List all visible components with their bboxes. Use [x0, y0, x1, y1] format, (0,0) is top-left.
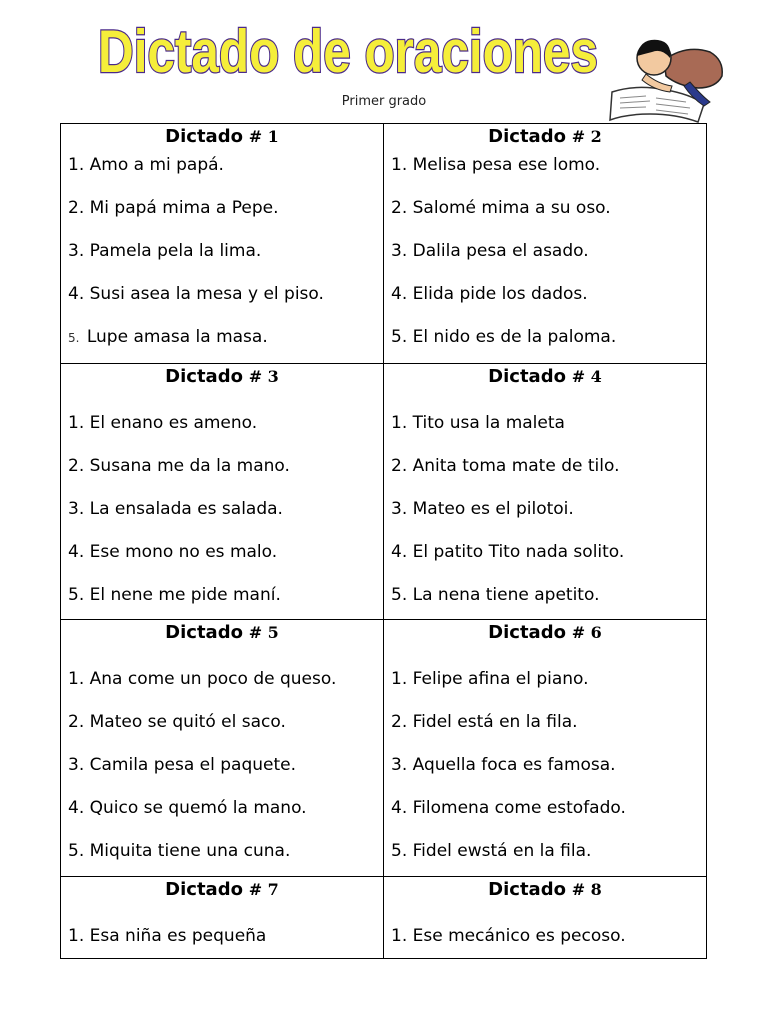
sentence-line — [391, 498, 702, 520]
dictation-heading-word: Dictado — [488, 126, 566, 147]
sentence-number: 3. — [68, 241, 85, 261]
sentence-line — [68, 541, 379, 563]
sentence-line — [391, 925, 702, 947]
dictation-heading-number: # 1 — [248, 127, 279, 146]
dictation-heading-number: # 3 — [248, 367, 279, 386]
dictation-heading — [384, 126, 706, 148]
sentence-line — [391, 711, 702, 733]
sentence-text: El nido es de la paloma. — [412, 327, 617, 347]
sentence-text: Aquella foca es famosa. — [412, 755, 616, 775]
sentence-text: Susi asea la mesa y el piso. — [89, 284, 324, 304]
sentence-number: 2. — [391, 712, 408, 732]
sentence-line — [68, 925, 379, 947]
sentence-number: 5. — [68, 585, 85, 605]
sentence-line — [391, 455, 702, 477]
child-reading-newspaper-icon — [606, 30, 728, 124]
dictation-heading-number: # 2 — [571, 127, 602, 146]
sentence-text: Amo a mi papá. — [89, 155, 224, 175]
dictation-heading-word: Dictado — [165, 126, 243, 147]
sentence-number: 1. — [68, 926, 85, 946]
sentence-line — [391, 840, 702, 862]
sentence-line — [68, 797, 379, 819]
dictation-heading-number: # 8 — [571, 880, 602, 899]
sentence-line — [68, 840, 379, 862]
sentence-line — [391, 283, 702, 305]
sentence-number: 2. — [68, 456, 85, 476]
sentence-text: Susana me da la mano. — [89, 456, 290, 476]
sentence-text: Felipe afina el piano. — [412, 669, 589, 689]
sentence-number: 2. — [391, 198, 408, 218]
sentence-number: 4. — [68, 542, 85, 562]
sentence-number: 4. — [391, 284, 408, 304]
sentence-line — [68, 326, 379, 348]
dictation-cell-8 — [384, 877, 706, 958]
sentence-text: El patito Tito nada solito. — [412, 542, 625, 562]
sentence-line — [391, 240, 702, 262]
page-title — [90, 2, 610, 86]
sentence-number: 4. — [391, 798, 408, 818]
sentence-number: 3. — [391, 499, 408, 519]
sentence-text: La ensalada es salada. — [89, 499, 283, 519]
dictation-heading-word: Dictado — [488, 879, 566, 900]
sentence-number: 2. — [391, 456, 408, 476]
sentence-number: 5. — [68, 331, 80, 345]
sentence-number: 3. — [68, 499, 85, 519]
dictation-heading-word: Dictado — [488, 622, 566, 643]
dictation-heading-number: # 5 — [248, 623, 279, 642]
sentence-text: Quico se quemó la mano. — [89, 798, 307, 818]
sentence-number: 5. — [391, 327, 408, 347]
sentence-text: Fidel está en la fila. — [412, 712, 578, 732]
dictation-heading-word: Dictado — [488, 366, 566, 387]
dictation-heading-number: # 6 — [571, 623, 602, 642]
sentence-line — [391, 154, 702, 176]
dictation-heading — [384, 622, 706, 644]
dictation-heading-word: Dictado — [165, 622, 243, 643]
sentence-number: 2. — [68, 198, 85, 218]
sentence-text: Dalila pesa el asado. — [412, 241, 589, 261]
sentence-number: 4. — [68, 798, 85, 818]
dictation-cell-2 — [384, 124, 706, 364]
sentence-number: 1. — [391, 926, 408, 946]
dictation-heading — [61, 126, 383, 148]
sentence-line — [391, 754, 702, 776]
sentence-text: Mateo es el pilotoi. — [412, 499, 574, 519]
sentence-number: 1. — [68, 669, 85, 689]
sentence-text: El enano es ameno. — [89, 413, 258, 433]
sentence-line — [68, 754, 379, 776]
sentence-line — [391, 541, 702, 563]
sentence-line — [391, 584, 702, 606]
sentence-number: 4. — [391, 542, 408, 562]
dictation-cell-3 — [61, 364, 384, 620]
sentence-line — [68, 283, 379, 305]
dictation-heading-word: Dictado — [165, 879, 243, 900]
sentence-line — [391, 797, 702, 819]
dictation-heading — [61, 366, 383, 388]
sentence-line — [68, 584, 379, 606]
dictation-cell-1 — [61, 124, 384, 364]
sentence-text: Pamela pela la lima. — [89, 241, 262, 261]
dictation-cell-7 — [61, 877, 384, 958]
sentence-text: Esa niña es pequeña — [89, 926, 267, 946]
sentence-text: El nene me pide maní. — [89, 585, 281, 605]
sentence-text: Mi papá mima a Pepe. — [89, 198, 279, 218]
dictation-heading-number: # 7 — [248, 880, 279, 899]
dictation-heading — [384, 879, 706, 901]
sentence-text: Lupe amasa la masa. — [86, 327, 268, 347]
sentence-line — [68, 240, 379, 262]
dictation-heading — [61, 879, 383, 901]
sentence-number: 1. — [68, 413, 85, 433]
sentence-number: 3. — [391, 755, 408, 775]
dictation-heading-number: # 4 — [571, 367, 602, 386]
sentence-line — [68, 668, 379, 690]
dictation-heading — [61, 622, 383, 644]
sentence-line — [391, 197, 702, 219]
sentence-text: Fidel ewstá en la fila. — [412, 841, 592, 861]
dictation-cell-6 — [384, 620, 706, 877]
sentence-line — [68, 197, 379, 219]
sentence-text: Ese mecánico es pecoso. — [412, 926, 626, 946]
dictation-heading — [384, 366, 706, 388]
dictation-heading-word: Dictado — [165, 366, 243, 387]
subtitle: Primer grado — [341, 94, 427, 109]
dictation-table — [60, 123, 707, 959]
sentence-number: 4. — [68, 284, 85, 304]
sentence-number: 5. — [391, 585, 408, 605]
sentence-text: La nena tiene apetito. — [412, 585, 600, 605]
sentence-line — [68, 154, 379, 176]
sentence-number: 3. — [391, 241, 408, 261]
sentence-line — [68, 498, 379, 520]
sentence-line — [68, 412, 379, 434]
sentence-text: Ese mono no es malo. — [89, 542, 278, 562]
sentence-text: Miquita tiene una cuna. — [89, 841, 291, 861]
dictation-cell-5 — [61, 620, 384, 877]
sentence-line — [391, 326, 702, 348]
sentence-number: 3. — [68, 755, 85, 775]
sentence-line — [68, 455, 379, 477]
sentence-number: 1. — [391, 413, 408, 433]
sentence-text: Filomena come estofado. — [412, 798, 626, 818]
sentence-number: 2. — [68, 712, 85, 732]
dictation-cell-4 — [384, 364, 706, 620]
sentence-text: Anita toma mate de tilo. — [412, 456, 620, 476]
sentence-text: Salomé mima a su oso. — [412, 198, 611, 218]
sentence-text: Elida pide los dados. — [412, 284, 588, 304]
sentence-line — [391, 412, 702, 434]
sentence-number: 1. — [68, 155, 85, 175]
sentence-text: Melisa pesa ese lomo. — [412, 155, 601, 175]
sentence-number: 5. — [68, 841, 85, 861]
sentence-text: Camila pesa el paquete. — [89, 755, 297, 775]
sentence-number: 1. — [391, 669, 408, 689]
page-title-text: Dictado de oraciones — [98, 18, 598, 85]
sentence-line — [68, 711, 379, 733]
sentence-number: 1. — [391, 155, 408, 175]
sentence-text: Mateo se quitó el saco. — [89, 712, 286, 732]
sentence-text: Ana come un poco de queso. — [89, 669, 337, 689]
sentence-number: 5. — [391, 841, 408, 861]
sentence-text: Tito usa la maleta — [412, 413, 565, 433]
sentence-line — [391, 668, 702, 690]
